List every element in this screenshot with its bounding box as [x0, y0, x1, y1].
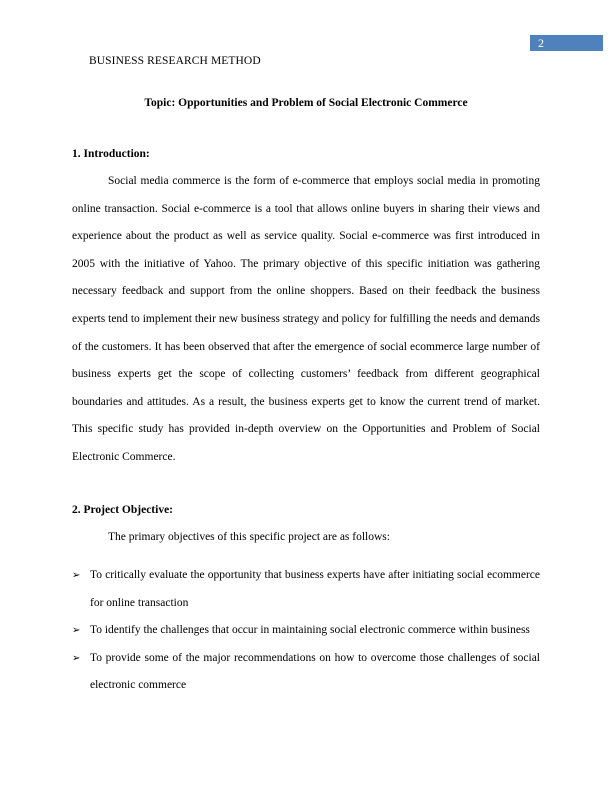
arrow-bullet-icon: ➢ — [72, 652, 81, 664]
running-head: BUSINESS RESEARCH METHOD — [89, 55, 261, 67]
page-number-box — [530, 35, 603, 51]
list-item — [72, 645, 540, 700]
list-item — [72, 562, 540, 617]
list-item-text: To provide some of the major recommendations on how to overcome those challenges of social electronic commerce — [90, 651, 540, 692]
arrow-bullet-icon: ➢ — [72, 625, 81, 637]
page-number: 2 — [538, 36, 544, 50]
introduction-paragraph: Social media commerce is the form of e-commerce that employs social media in promoting online transaction. Social e-commerce is a tool that allows online buyers in sharing their views and experience about the product as well as service quality. Social e-commerce was first introduced in 2005 with the initiative of Yahoo. The primary objective of this specific initiation was gathering necessary feedback and support from the online shoppers. Based on their feedback the business experts tend to implement their new business strategy and policy for fulfilling the needs and demands of the customers. It has been observed that after the emergence of social ecommerce large number of business experts get the scope of collecting customers’ feedback from different geographical boundaries and attitudes. As a result, the business experts get to know the current trend of market. This specific study has provided in-depth overview on the Opportunities and Problem of Social Electronic Commerce. — [72, 175, 540, 463]
objective-lead-text: The primary objectives of this specific project are as follows: — [108, 531, 390, 543]
section-heading-objective: 2. Project Objective: — [72, 504, 174, 516]
section-heading-introduction: 1. Introduction: — [72, 148, 150, 160]
list-item — [72, 617, 540, 645]
list-item-text: To identify the challenges that occur in maintaining social electronic commerce within business — [90, 624, 530, 637]
list-item-text: To critically evaluate the opportunity that business experts have after initiating social ecommerce for online transaction — [90, 569, 540, 609]
objective-list — [72, 562, 540, 700]
document-topic: Topic: Opportunities and Problem of Social Electronic Commerce — [144, 97, 468, 109]
arrow-bullet-icon: ➢ — [72, 570, 81, 581]
